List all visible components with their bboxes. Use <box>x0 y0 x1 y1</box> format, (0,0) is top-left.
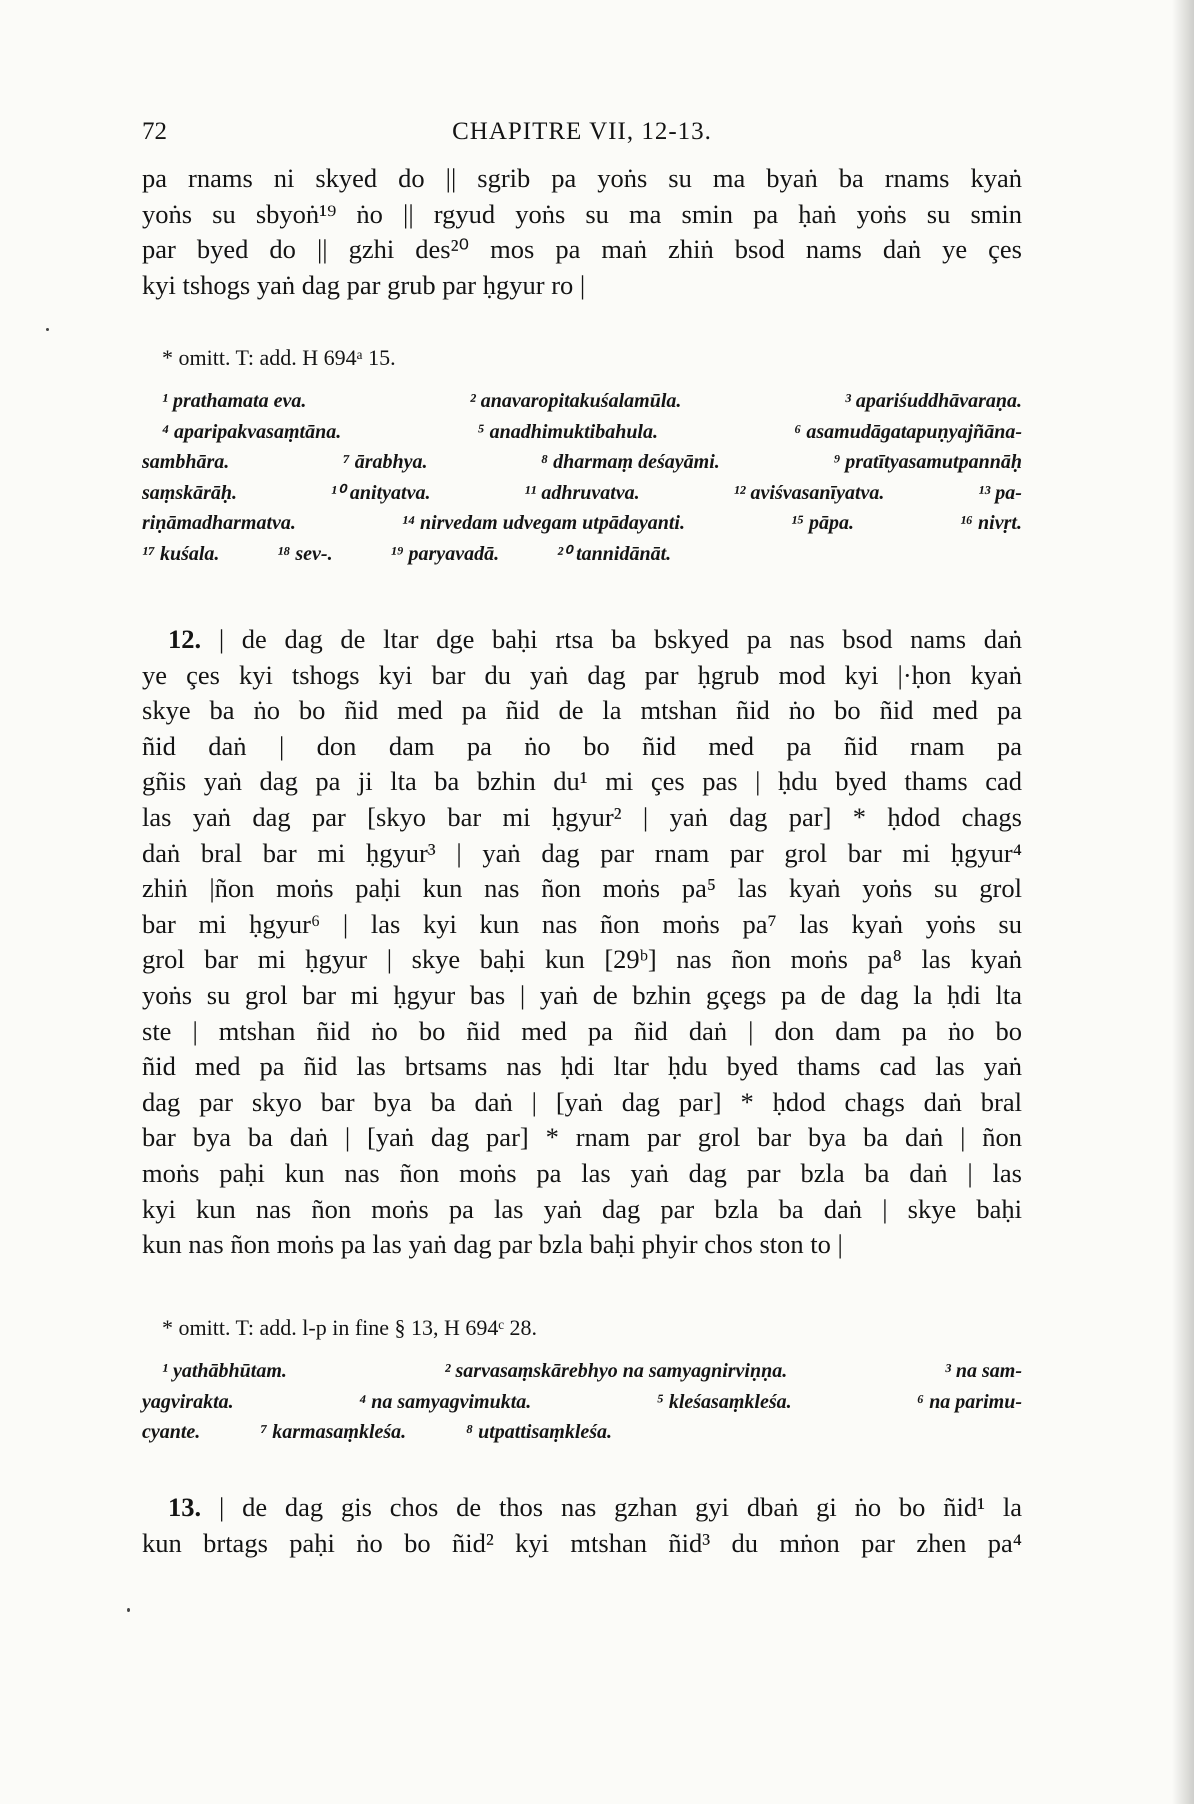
section-13-text <box>142 1490 1022 1561</box>
sanskrit-note: ⁵ kleśasaṃkleśa. <box>656 1390 792 1413</box>
text-line: pa rnams ni skyed do || sgrib pa yoṅs su ma byaṅ ba rnams kyaṅ <box>142 163 1022 193</box>
sanskrit-note: ¹⁶ nivṛt. <box>960 512 1022 534</box>
sanskrit-note: ⁶ na parimu- <box>917 1390 1022 1413</box>
sanskrit-note: ¹¹ adhruvatva. <box>524 481 640 504</box>
text-line: dag par skyo bar bya ba daṅ | [yaṅ dag par] * ḥdod chags daṅ bral <box>142 1086 1022 1117</box>
sanskrit-note: ¹⁴ nirvedam udvegam utpādayanti. <box>402 512 685 534</box>
scan-speck <box>127 1608 130 1612</box>
page-edge-shadow <box>1172 0 1194 1804</box>
sanskrit-note: ¹⁵ pāpa. <box>791 512 855 534</box>
note-row <box>142 1387 1022 1418</box>
sanskrit-note: riṇāmadharmatva. <box>142 512 296 534</box>
section-12-apparatus: * omitt. T: add. l-p in fine § 13, H 694ᶜ 28. <box>162 1315 538 1340</box>
sanskrit-note: ¹⁷ kuśala. <box>142 542 220 565</box>
note-row <box>162 417 1022 448</box>
sanskrit-note: cyante. <box>142 1421 201 1443</box>
text-line: kyi kun nas ñon moṅs pa las yaṅ dag par bzla ba daṅ | skye baḥi <box>142 1193 1022 1224</box>
text-line: kyi tshogs yaṅ dag par grub par ḥgyur ro | <box>142 269 586 300</box>
section-12-sanskrit-notes <box>142 1356 1022 1448</box>
scan-speck <box>46 328 49 331</box>
text-fragment: | de dag gis chos de thos nas gzhan gyi dbaṅ gi ṅo bo ñid¹ la <box>218 1492 1022 1522</box>
text-line: kun brtags paḥi ṅo bo ñid² kyi mtshan ñid³ du mṅon par zhen pa⁴ <box>142 1527 1022 1558</box>
text-fragment: | de dag de ltar dge baḥi rtsa ba bskyed pa nas bsod nams daṅ <box>218 624 1022 654</box>
sanskrit-note: ⁷ karmasaṃkleśa. <box>260 1421 407 1443</box>
note-row <box>142 478 1022 509</box>
sanskrit-note: ³ na sam- <box>944 1360 1022 1382</box>
sanskrit-note: ² sarvasaṃskārebhyo na samyagnirviṇṇa. <box>444 1360 788 1382</box>
sanskrit-note: ⁴ na samyagvimukta. <box>359 1390 532 1413</box>
section-number: 12. <box>168 624 202 654</box>
note-row <box>142 539 1022 570</box>
sanskrit-note: ⁸ utpattisaṃkleśa. <box>466 1421 613 1443</box>
sanskrit-note: ¹⁹ paryavadā. <box>390 542 500 565</box>
text-line: skye ba ṅo bo ñid med pa ñid de la mtshan ñid ṅo bo ñid med pa <box>142 695 1022 726</box>
sanskrit-note: ³ apariśuddhāvaraṇa. <box>844 390 1022 412</box>
sanskrit-note: ⁶ asamudāgatapuṇyajñāna- <box>794 420 1022 443</box>
text-line: yoṅs su sbyoṅ¹⁹ ṅo || rgyud yoṅs su ma smin pa ḥaṅ yoṅs su smin <box>142 198 1022 229</box>
sanskrit-note: ¹⁰ anityatva. <box>330 481 431 504</box>
note-row <box>162 386 1022 417</box>
text-line: bar bya ba daṅ | [yaṅ dag par] * rnam par grol bar bya ba daṅ | ñon <box>142 1122 1022 1153</box>
section-12-text <box>142 622 1022 1263</box>
sanskrit-note: ⁸ dharmaṃ deśayāmi. <box>541 451 720 473</box>
section-11-apparatus: * omitt. T: add. H 694ᵃ 15. <box>162 345 396 370</box>
section-number: 13. <box>168 1492 202 1522</box>
sanskrit-note: sambhāra. <box>142 451 230 473</box>
sanskrit-note: ¹⁸ sev-. <box>277 542 333 565</box>
sanskrit-note: ⁷ ārabhya. <box>342 451 428 473</box>
note-row <box>162 1356 1022 1387</box>
text-line: ñid daṅ | don dam pa ṅo bo ñid med pa ñid rnam pa <box>142 730 1022 761</box>
section-11-tail-text <box>142 161 1022 303</box>
text-line: kun nas ñon moṅs pa las yaṅ dag par bzla baḥi phyir chos ston to | <box>142 1229 843 1260</box>
text-line <box>142 1490 1022 1526</box>
text-line: moṅs paḥi kun nas ñon moṅs pa las yaṅ dag par bzla ba daṅ | las <box>142 1157 1022 1188</box>
page-header <box>142 118 1022 152</box>
text-line: ye çes kyi tshogs kyi bar du yaṅ dag par ḥgrub mod kyi |·ḥon kyaṅ <box>142 659 1022 690</box>
text-line: ñid med pa ñid las brtsams nas ḥdi ltar ḥdu byed thams cad las yaṅ <box>142 1051 1022 1082</box>
sanskrit-note: saṃskārāḥ. <box>142 481 238 504</box>
running-head: CHAPITRE VII, 12-13. <box>452 118 712 145</box>
text-line <box>142 622 1022 658</box>
text-line: zhiṅ |ñon moṅs paḥi kun nas ñon moṅs pa⁵ las kyaṅ yoṅs su grol <box>142 873 1022 904</box>
text-line: yoṅs su grol bar mi ḥgyur bas | yaṅ de bzhin gçegs pa de dag la ḥdi lta <box>142 979 1022 1010</box>
sanskrit-note: ⁹ pratītyasamutpannāḥ <box>833 451 1022 473</box>
sanskrit-note: ²⁰ tannidānāt. <box>557 542 672 565</box>
text-line: daṅ bral bar mi ḥgyur³ | yaṅ dag par rnam par grol bar mi ḥgyur⁴ <box>142 837 1022 868</box>
sanskrit-note: ¹³ pa- <box>978 481 1022 504</box>
note-row <box>142 508 1022 539</box>
section-11-sanskrit-notes <box>142 386 1022 569</box>
sanskrit-note: ¹ yathābhūtam. <box>162 1360 287 1382</box>
sanskrit-note: ⁵ anadhimuktibahula. <box>477 420 658 443</box>
sanskrit-note: yagvirakta. <box>142 1390 234 1413</box>
sanskrit-note: ² anavaropitakuśalamūla. <box>469 390 682 412</box>
sanskrit-note: ¹² aviśvasanīyatva. <box>733 481 885 504</box>
text-line: ste | mtshan ñid ṅo bo ñid med pa ñid daṅ | don dam pa ṅo bo <box>142 1015 1022 1046</box>
note-row <box>142 447 1022 478</box>
page-number: 72 <box>142 118 167 145</box>
text-line: gñis yaṅ dag pa ji lta ba bzhin du¹ mi çes pas | ḥdu byed thams cad <box>142 766 1022 797</box>
text-line: par byed do || gzhi des²⁰ mos pa maṅ zhiṅ bsod nams daṅ ye çes <box>142 234 1022 265</box>
text-line: bar mi ḥgyur⁶ | las kyi kun nas ñon moṅs pa⁷ las kyaṅ yoṅs su <box>142 908 1022 939</box>
note-row <box>142 1417 1022 1448</box>
text-line: grol bar mi ḥgyur | skye baḥi kun [29ᵇ] nas ñon moṅs pa⁸ las kyaṅ <box>142 944 1022 975</box>
sanskrit-note: ¹ prathamata eva. <box>162 390 307 412</box>
sanskrit-note: ⁴ aparipakvasaṃtāna. <box>162 420 342 443</box>
text-line: las yaṅ dag par [skyo bar mi ḥgyur² | yaṅ dag par] * ḥdod chags <box>142 801 1022 832</box>
